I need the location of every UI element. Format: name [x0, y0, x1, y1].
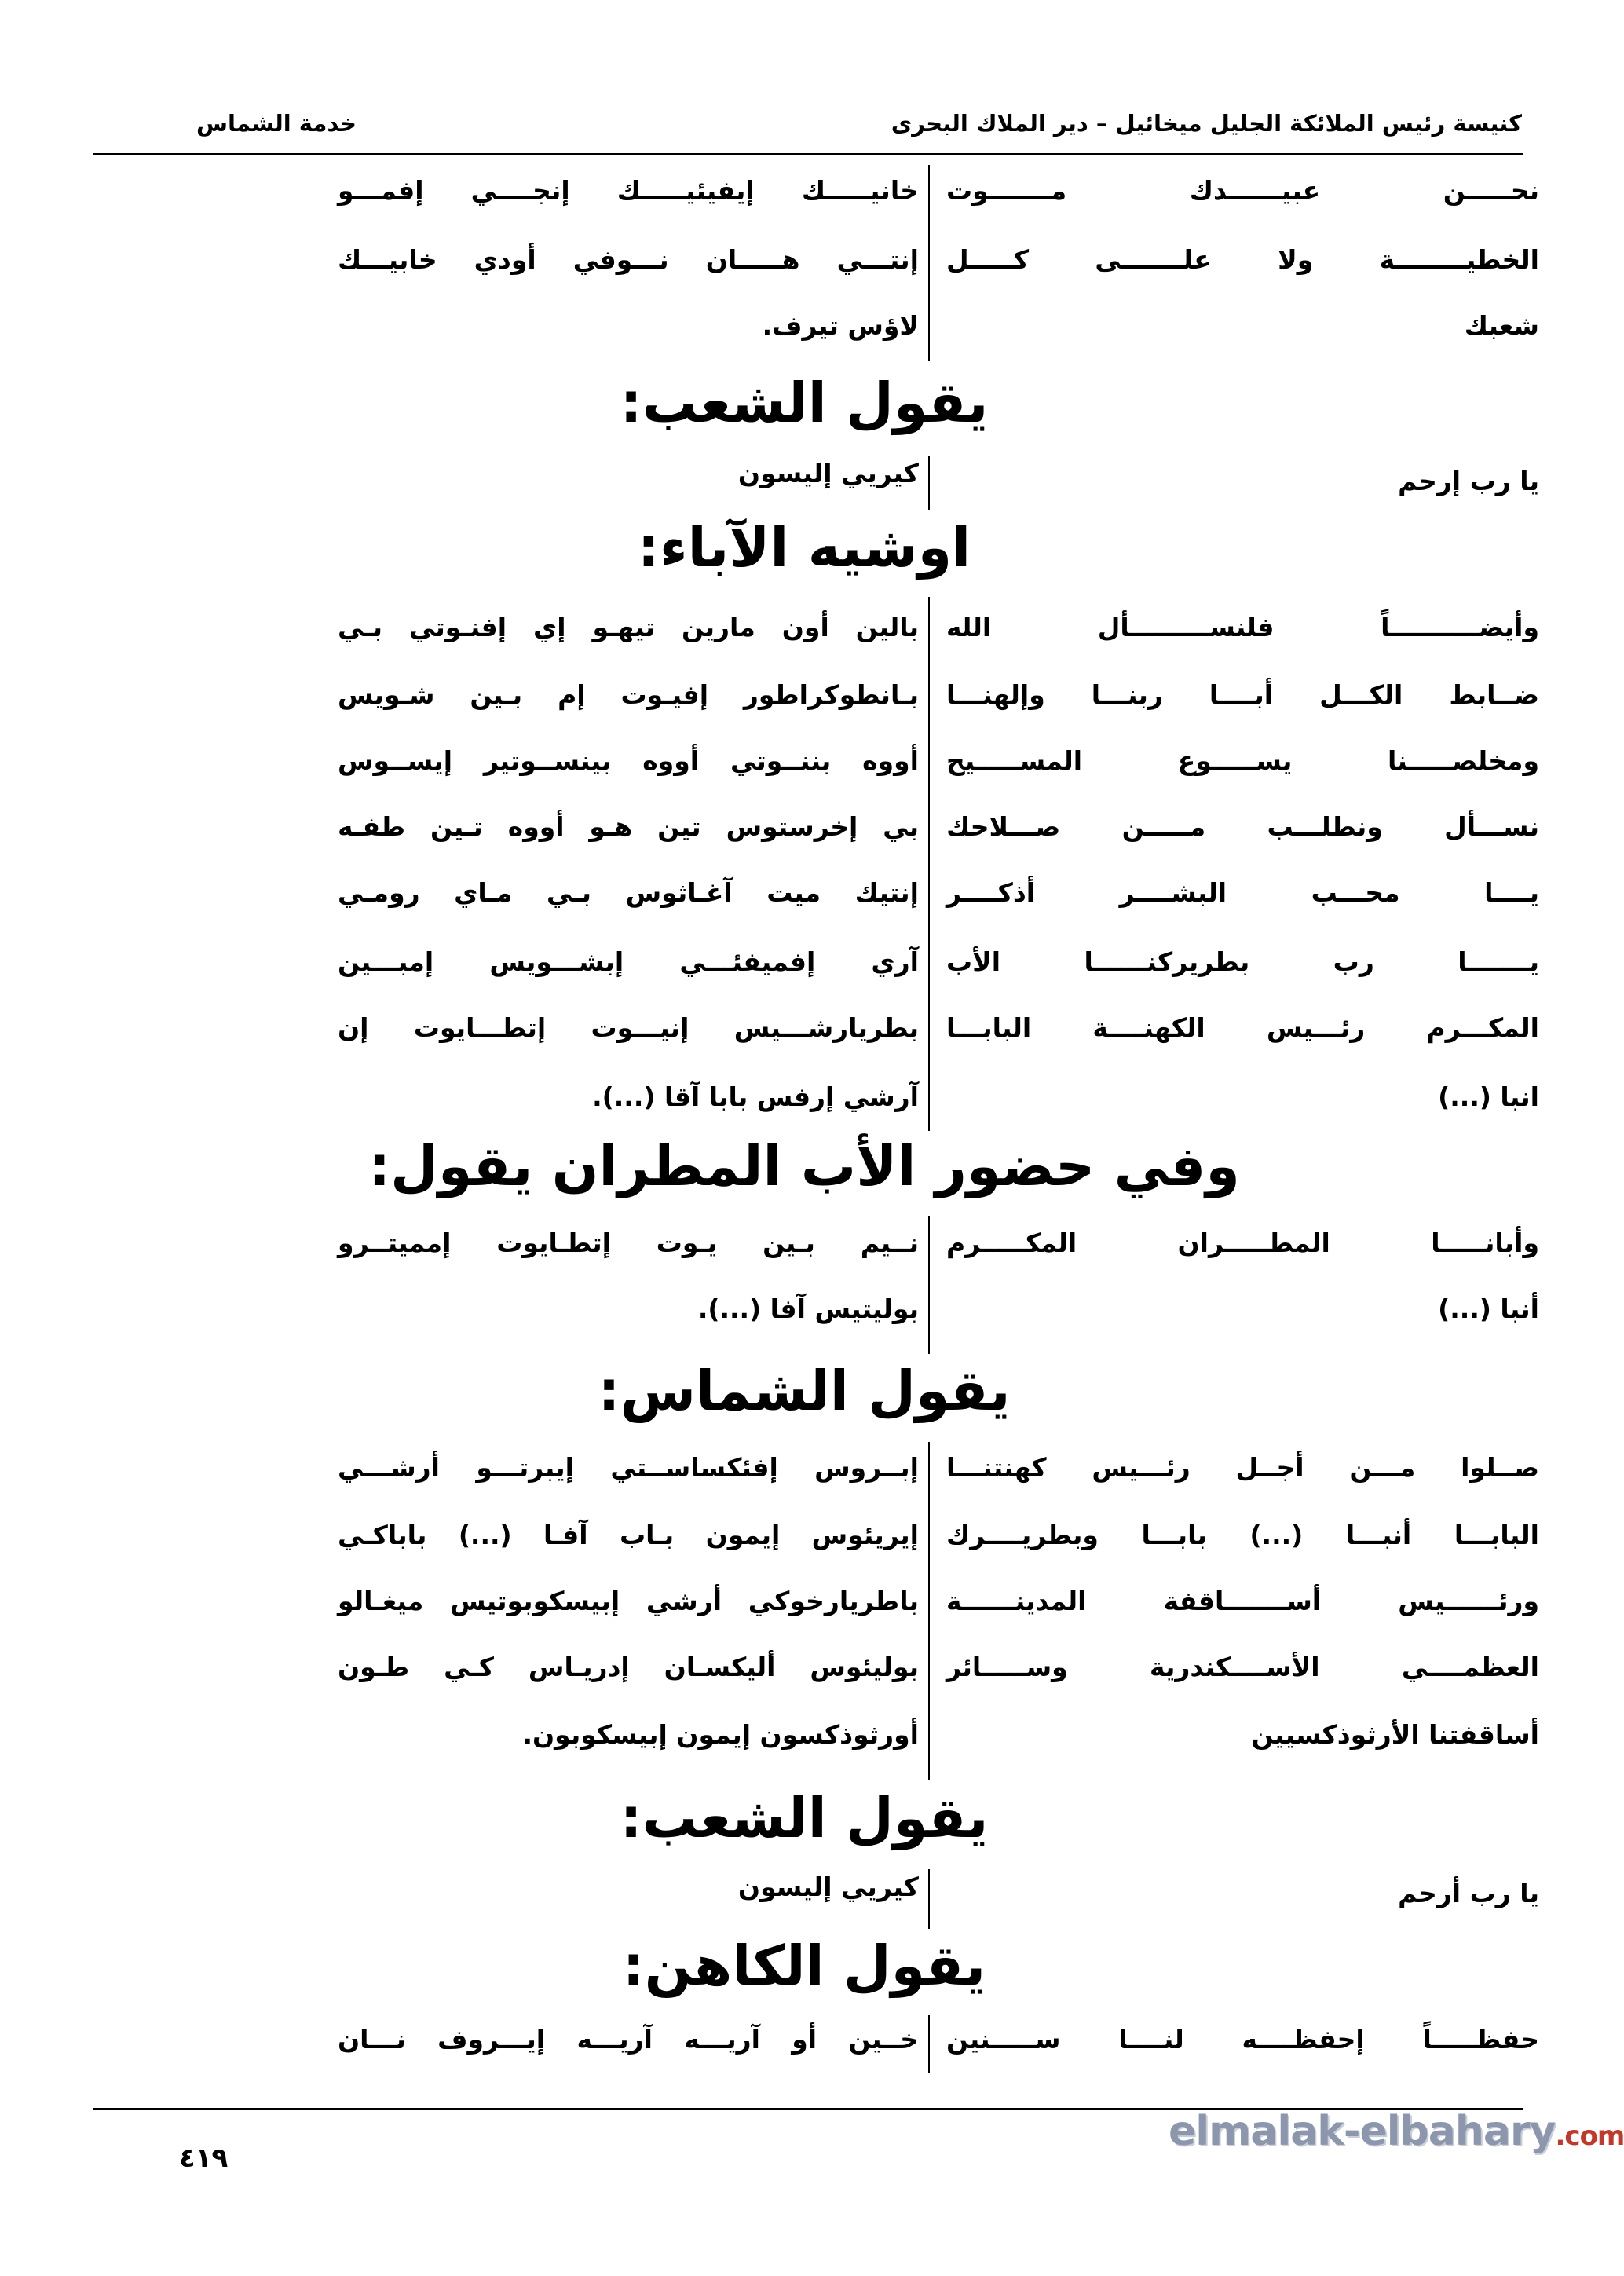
arabic-line: يا رب أرحم	[1398, 1878, 1539, 1908]
page-number: ٤١٩	[179, 2142, 229, 2174]
arabic-line: يــــا محـــب البشــــر أذكــــر	[946, 877, 1539, 908]
arabic-line: شعبك	[1464, 310, 1539, 341]
arabic-line: الخطيــــــــة ولا علـــــــى كـــــل	[946, 244, 1539, 275]
arabic-line: نســـأل ونطلـــب مـــــن صـــلاحك	[946, 811, 1539, 842]
coptic-line: إبــروس إفئكساســتي إيبرتـــو أرشـــي	[338, 1452, 919, 1483]
column-divider	[928, 1442, 930, 1780]
coptic-line: بوليئوس أليكسـان إدريـاس كـي طـون	[338, 1652, 919, 1682]
coptic-line: أورثوذكسون إيمون إبيسكوبون.	[522, 1719, 919, 1750]
arabic-line: أنبا (...)	[1438, 1294, 1539, 1324]
section-title-fathers-litany: اوشيه الآباء:	[637, 515, 971, 580]
coptic-line: بي إخرستوس تين هـو أووه تـين طفـه	[338, 811, 919, 842]
column-divider	[928, 1869, 930, 1929]
coptic-line: إيريئوس إيمون بـاب آفـا (...) باباكـي	[338, 1520, 919, 1550]
arabic-line: وأيضــــــــــاً فلنســـــــــأل الله	[946, 612, 1539, 642]
arabic-line: حفظـــــاً إحفظــــه لنــــا ســـــنين	[946, 2024, 1539, 2055]
arabic-line: ضــابط الكـــل أبــــا ربنـــا وإلهنـــا	[946, 679, 1539, 710]
arabic-line: يا رب إرحم	[1398, 466, 1539, 496]
coptic-line: بـانطوكراطور إفيـوت إم بـين شـويس	[338, 679, 919, 710]
coptic-line: أووه بننــوتي أووه بينســوتير إيســوس	[338, 745, 919, 776]
header-rule	[93, 153, 1523, 155]
logo-text: elmalak-elbahary	[1169, 2108, 1556, 2155]
arabic-line: العظمــــي الأســــكندرية وســـــائر	[946, 1652, 1539, 1682]
coptic-line: كيريي إليسون	[737, 1872, 919, 1902]
coptic-line: لاؤس تيرف.	[762, 310, 919, 341]
section-title-metropolitan: وفي حضور الأب المطران يقول:	[368, 1134, 1240, 1198]
arabic-line: البابـــا أنبـــا (...) بابـــا وبطريــــرك	[946, 1520, 1539, 1550]
header-left-title: خدمة الشماس	[196, 110, 357, 137]
arabic-line: نحـــــن عبيــــــدك مـــــــوت	[946, 175, 1539, 206]
coptic-line: نــيم بـين يـوت إتطـايوت إمميتــرو	[338, 1228, 919, 1258]
column-divider	[928, 1216, 930, 1354]
arabic-line: ورئــــــيس أســـــــاقفة المدينــــــة	[946, 1586, 1539, 1616]
arabic-line: أساقفتنا الأرثوذكسيين	[1251, 1719, 1539, 1750]
column-divider	[928, 597, 930, 1131]
coptic-line: إنتيك ميت آغـاثوس بـي مـاي رومـي	[338, 877, 919, 908]
coptic-line: خــين أو آريـــه آريـــه إيـــروف نـــان	[338, 2024, 919, 2055]
site-logo	[1169, 2108, 1624, 2155]
arabic-line: وأبانـــــا المطـــــران المكـــــرم	[946, 1228, 1539, 1258]
coptic-line: إنتـــي هـــــان نـــوفي أودي خابيـــك	[338, 244, 919, 275]
column-divider	[928, 456, 930, 510]
section-title-people-2: يقول الشعب:	[620, 1786, 989, 1850]
coptic-line: بالين أون مارين تيهـو إي إفنـوتي بـي	[338, 612, 919, 642]
coptic-line: كيريي إليسون	[737, 458, 919, 488]
column-divider	[928, 2015, 930, 2073]
arabic-line: المكـــرم رئـــيس الكهنــــة البابـــا	[946, 1012, 1539, 1043]
arabic-line: ومخلصـــــنا يســـــوع المســـــيح	[946, 745, 1539, 776]
column-divider	[928, 165, 930, 361]
coptic-line: آرشي إرفس بابا آقا (...).	[592, 1081, 919, 1112]
coptic-line: آري إفميفئـــي إبشـــويس إمبـــين	[338, 946, 919, 977]
arabic-line: يـــــــا رب بطريركنــــــا الأب	[946, 946, 1539, 977]
section-title-priest: يقول الكاهن:	[622, 1934, 986, 1998]
logo-suffix: .com	[1555, 2120, 1624, 2152]
section-title-deacon: يقول الشماس:	[598, 1359, 1011, 1423]
coptic-line: خانيـــــك إيفيئيـــــك إنجــــي إفمـــو	[338, 175, 919, 206]
header-right-title: كنيسة رئيس الملائكة الجليل ميخائيل – دير الملاك البحرى	[891, 110, 1522, 137]
arabic-line: انبا (...)	[1438, 1081, 1539, 1112]
arabic-line: صــلوا مـــن أجــل رئـــيس كهنتنـــا	[946, 1452, 1539, 1483]
section-title-people-1: يقول الشعب:	[620, 371, 989, 435]
coptic-line: بوليتيس آفا (...).	[697, 1294, 919, 1324]
coptic-line: باطريارخوكي أرشي إبيسكوبوتيس ميغـالو	[338, 1586, 919, 1616]
coptic-line: بطريارشـــيس إنيـــوت إتطـــايوت إن	[338, 1012, 919, 1043]
